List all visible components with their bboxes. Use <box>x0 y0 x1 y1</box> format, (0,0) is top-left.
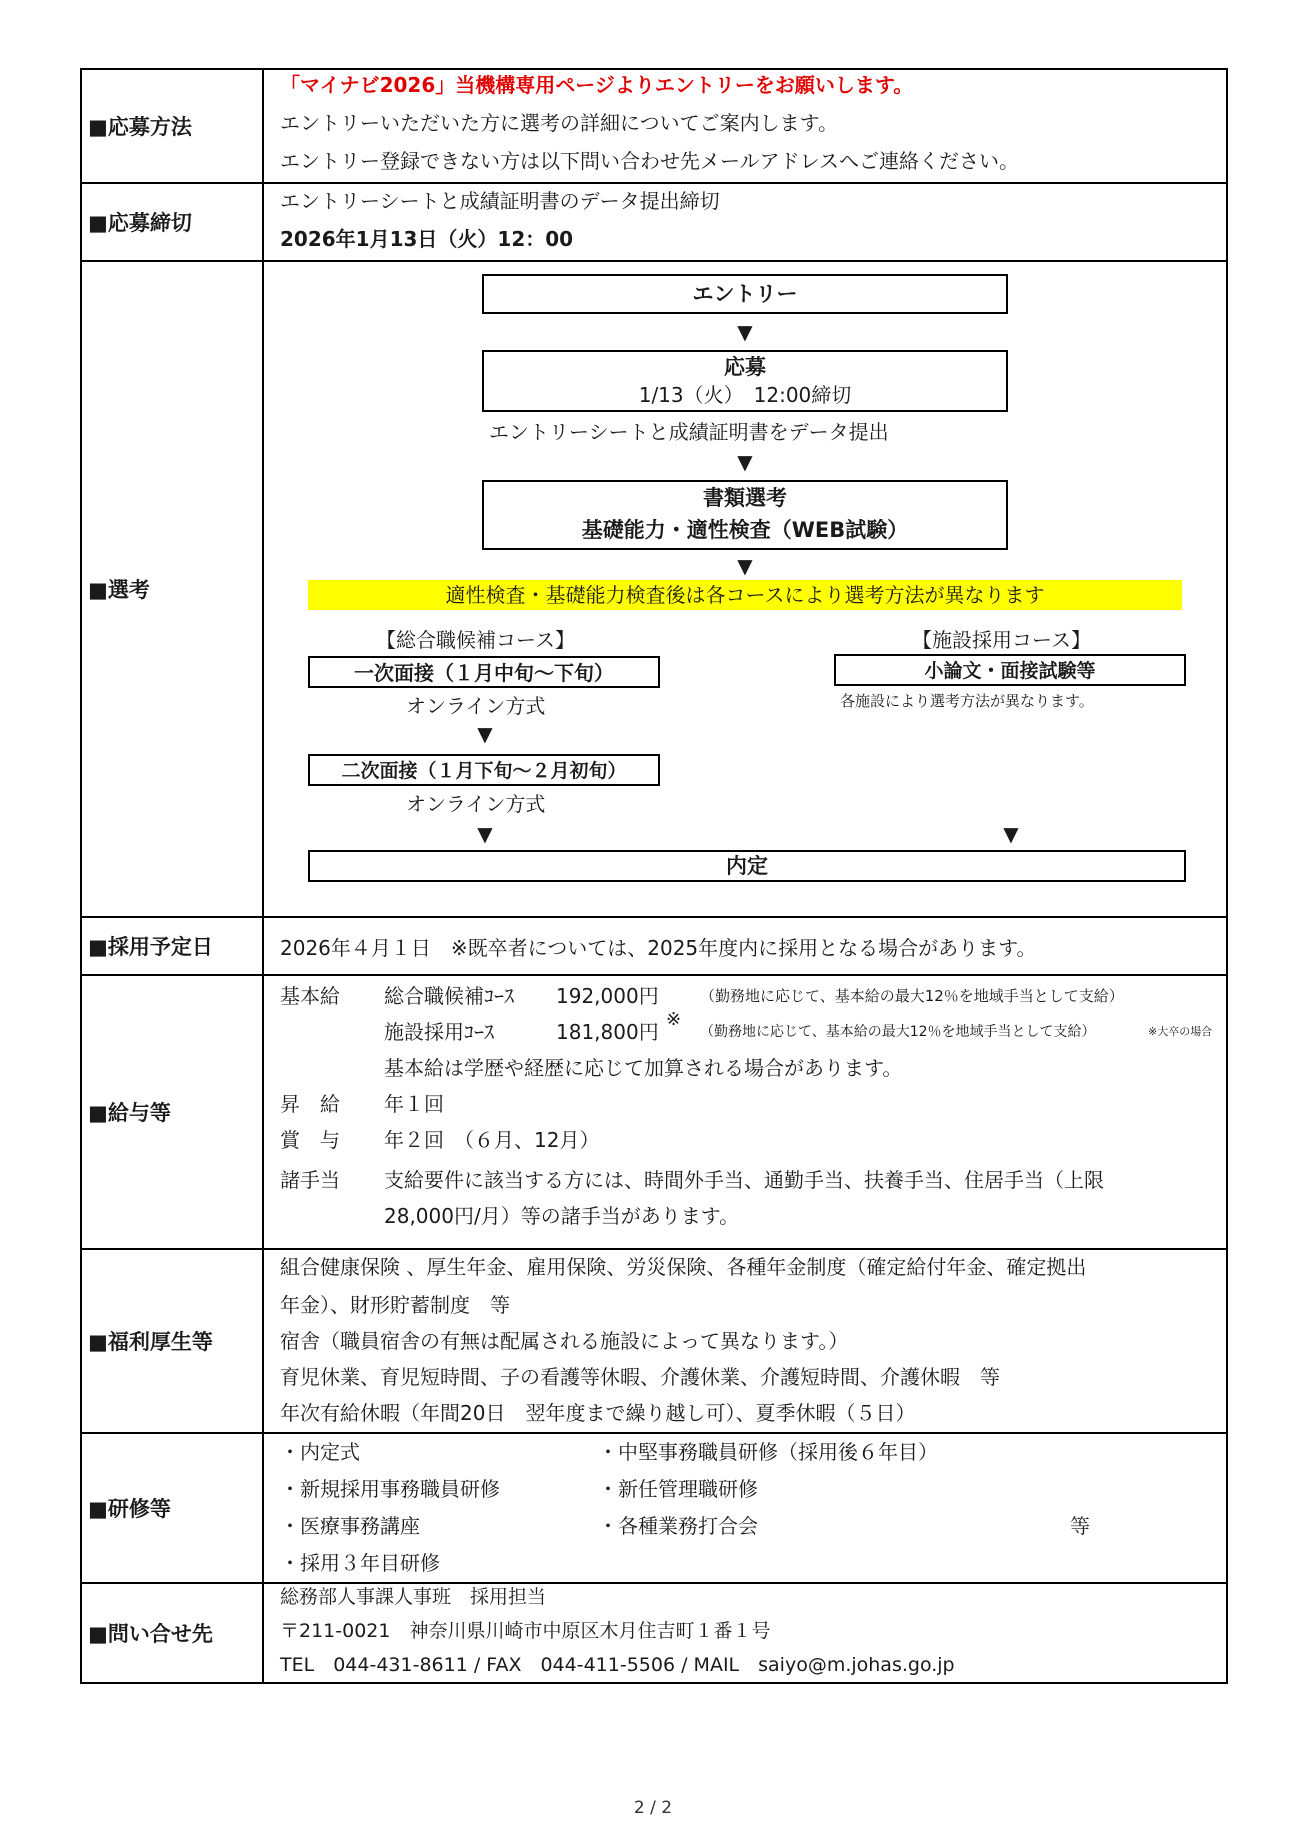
flow-screening <box>482 480 1008 550</box>
welfare-line-3: 宿舎（職員宿舎の有無は配属される施設によって異なります。） <box>280 1329 849 1353</box>
salary-general-course: 総合職候補ｺｰｽ <box>384 984 514 1008</box>
welfare-line-1: 組合健康保険 、厚生年金、雇用保険、労災保険、各種年金制度（確定給付年金、確定拠出 <box>280 1255 1087 1279</box>
apply-label: ■応募方法 <box>82 70 264 182</box>
training-right-1: ・新任管理職研修 <box>598 1477 758 1501</box>
salary-allowance-label: 諸手当 <box>280 1168 340 1192</box>
salary-label: ■給与等 <box>82 976 264 1248</box>
salary-base-label: 基本給 <box>280 984 340 1008</box>
row-selection <box>80 260 1228 916</box>
flow-facility-exam-title: 小論文・面接試験等 <box>924 660 1096 682</box>
arrow-down-icon: ▼ <box>1003 822 1019 846</box>
salary-general-amount: 192,000円 <box>556 984 659 1008</box>
row-apply <box>80 68 1228 182</box>
salary-bonus-label: 賞 与 <box>280 1128 340 1152</box>
apply-line-2: エントリーいただいた方に選考の詳細についてご案内します。 <box>280 111 838 135</box>
training-left-2: ・医療事務講座 <box>280 1514 420 1538</box>
course-general-heading: 【総合職候補コース】 <box>376 628 575 652</box>
flow-online-2: オンライン方式 <box>406 792 546 816</box>
flow-offer-title: 内定 <box>726 854 768 878</box>
welfare-line-5: 年次有給休暇（年間20日 翌年度まで繰り越し可）、夏季休暇（５日） <box>280 1401 916 1425</box>
row-deadline <box>80 182 1228 260</box>
flow-apply <box>482 350 1008 412</box>
deadline-label: ■応募締切 <box>82 184 264 260</box>
flow-interview-1-title: 一次面接（１月中旬～下旬） <box>354 661 614 685</box>
training-left-0: ・内定式 <box>280 1440 360 1464</box>
apply-line-mynavi: 「マイナビ2026」当機構専用ページよりエントリーをお願いします。 <box>280 73 914 97</box>
salary-allowance-value-2: 28,000円/月）等の諸手当があります。 <box>384 1204 740 1228</box>
arrow-down-icon: ▼ <box>477 822 493 846</box>
welfare-label: ■福利厚生等 <box>82 1250 264 1432</box>
salary-facility-note: （勤務地に応じて、基本給の最大12％を地域手当として支給） <box>700 1024 1096 1040</box>
salary-bonus-value: 年２回 （６月、12月） <box>384 1128 600 1152</box>
salary-facility-amount: 181,800円 <box>556 1020 659 1044</box>
salary-base-note: 基本給は学歴や経歴に応じて加算される場合があります。 <box>384 1056 903 1080</box>
arrow-down-icon: ▼ <box>737 320 753 344</box>
row-salary <box>80 974 1228 1248</box>
salary-raise-label: 昇 給 <box>280 1092 340 1116</box>
flow-interview-1 <box>308 656 660 688</box>
flow-entry <box>482 274 1008 314</box>
training-left-1: ・新規採用事務職員研修 <box>280 1477 500 1501</box>
flow-apply-date: 1/13（火） 12:00締切 <box>638 383 852 407</box>
deadline-date: 2026年1月13日（火）12：00 <box>280 227 574 251</box>
flow-entry-title: エントリー <box>692 282 798 306</box>
salary-raise-value: 年１回 <box>384 1092 444 1116</box>
arrow-down-icon: ▼ <box>737 450 753 474</box>
hire-date-text: 2026年４月１日 ※既卒者については、2025年度内に採用となる場合があります。 <box>280 935 1037 960</box>
page-number: 2 / 2 <box>633 1798 673 1818</box>
recruitment-table <box>80 68 1228 1684</box>
welfare-line-4: 育児休業、育児短時間、子の看護等休暇、介護休業、介護短時間、介護休暇 等 <box>280 1365 1000 1389</box>
row-contact <box>80 1582 1228 1684</box>
selection-label: ■選考 <box>82 262 264 916</box>
row-training <box>80 1432 1228 1582</box>
row-hire-date <box>80 916 1228 974</box>
flow-interview-2-title: 二次面接（１月下旬～２月初旬） <box>341 760 627 782</box>
training-etc: 等 <box>1070 1514 1090 1538</box>
salary-general-note: （勤務地に応じて、基本給の最大12％を地域手当として支給） <box>700 987 1124 1005</box>
row-welfare <box>80 1248 1228 1432</box>
flow-screening-title: 書類選考 <box>703 486 787 510</box>
flow-interview-2 <box>308 754 660 786</box>
apply-line-3: エントリー登録できない方は以下問い合わせ先メールアドレスへご連絡ください。 <box>280 149 1019 173</box>
salary-facility-course: 施設採用ｺｰｽ <box>384 1020 494 1044</box>
flow-screening-sub: 基礎能力・適性検査（WEB試験） <box>581 518 909 542</box>
salary-facility-footnote: ※大卒の場合 <box>1148 1025 1213 1038</box>
training-right-0: ・中堅事務職員研修（採用後６年目） <box>598 1440 938 1464</box>
contact-address: 〒211-0021 神奈川県川崎市中原区木月住吉町１番１号 <box>280 1620 771 1642</box>
salary-allowance-value-1: 支給要件に該当する方には、時間外手当、通勤手当、扶養手当、住居手当（上限 <box>384 1168 1104 1192</box>
deadline-line-1: エントリーシートと成績証明書のデータ提出締切 <box>280 189 720 213</box>
flow-apply-title: 応募 <box>724 355 766 379</box>
flow-offer <box>308 850 1186 882</box>
training-label: ■研修等 <box>82 1434 264 1582</box>
contact-label: ■問い合せ先 <box>82 1584 264 1682</box>
course-facility-heading: 【施設採用コース】 <box>912 628 1091 652</box>
arrow-down-icon: ▼ <box>737 554 753 578</box>
flow-online-1: オンライン方式 <box>406 694 546 718</box>
welfare-line-2: 年金）、財形貯蓄制度 等 <box>280 1293 510 1317</box>
selection-highlight: 適性検査・基礎能力検査後は各コースにより選考方法が異なります <box>308 580 1182 610</box>
training-left-3: ・採用３年目研修 <box>280 1551 440 1575</box>
flow-facility-note: 各施設により選考方法が異なります。 <box>840 692 1094 710</box>
hire-date-label: ■採用予定日 <box>82 918 264 974</box>
arrow-down-icon: ▼ <box>477 722 493 746</box>
training-right-2: ・各種業務打合会 <box>598 1514 758 1538</box>
salary-facility-mark: ※ <box>666 1009 682 1030</box>
flow-apply-note: エントリーシートと成績証明書をデータ提出 <box>489 420 889 444</box>
contact-phone-mail: TEL 044-431-8611 / FAX 044-411-5506 / MAIL saiyo@m.johas.go.jp <box>280 1654 955 1676</box>
contact-line-1: 総務部人事課人事班 採用担当 <box>280 1586 547 1608</box>
flow-facility-exam <box>834 654 1186 686</box>
